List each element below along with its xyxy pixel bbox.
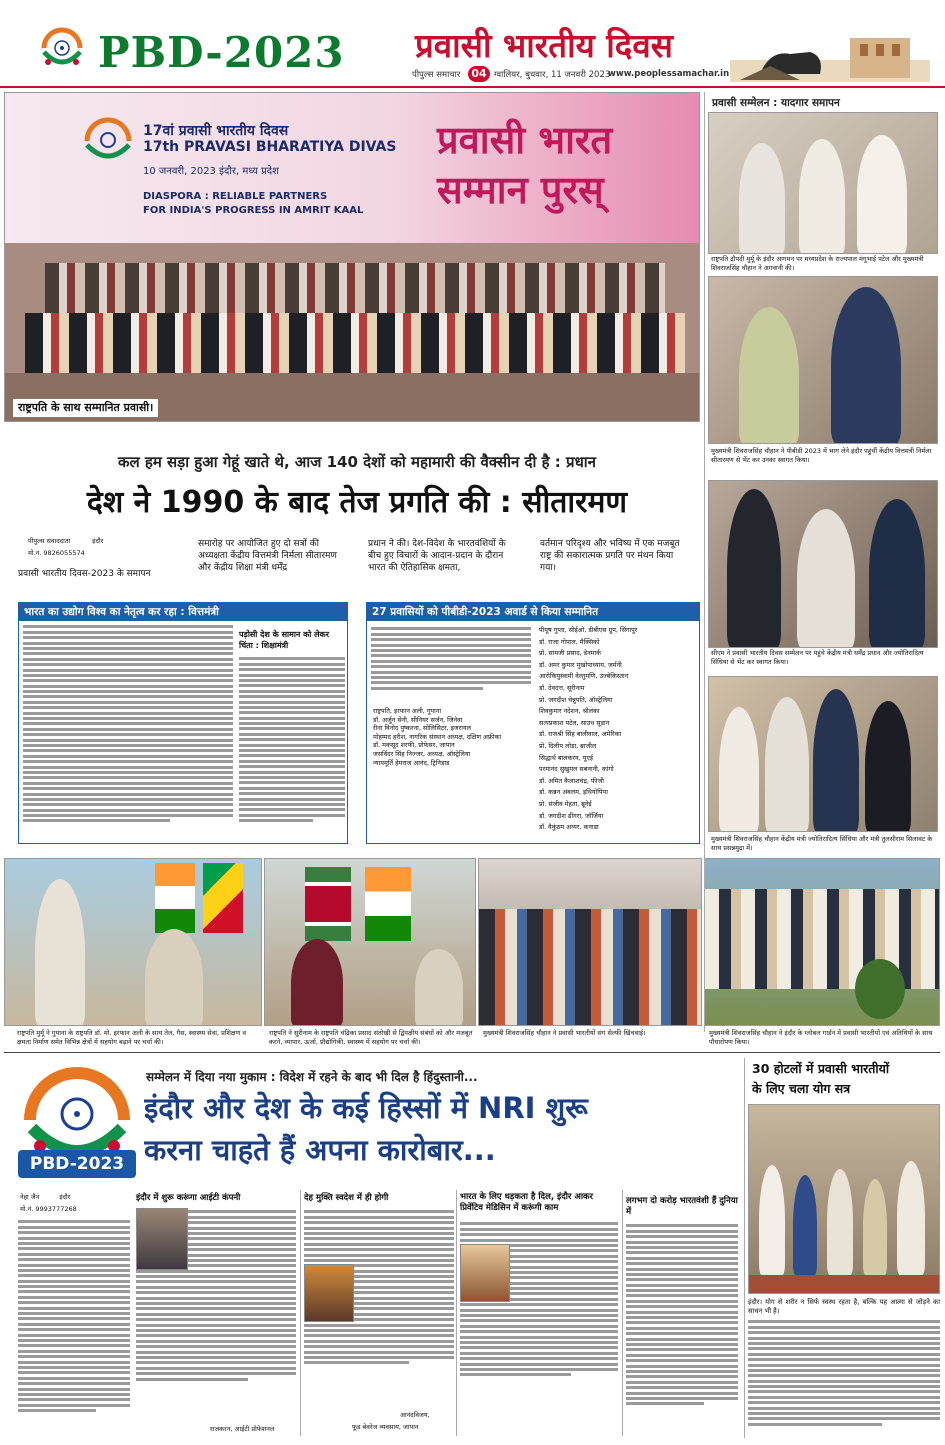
pbd-badge: PBD-2023 — [18, 1150, 136, 1178]
list-item: डॉ. कन्नन अंबलम, इथियोपिया — [539, 788, 608, 797]
stage-back-row — [45, 263, 665, 313]
side-photo-2 — [708, 276, 938, 444]
section-title: प्रवासी भारतीय दिवस — [415, 26, 673, 65]
person — [863, 1179, 887, 1275]
person — [831, 287, 901, 444]
list-item: डॉ. वैकुंठम अय्यर, कनाडा — [539, 823, 599, 832]
story1-lead-1: प्रवासी भारतीय दिवस-2023 के समापन — [18, 569, 151, 579]
byline-place: इंदौर — [59, 1193, 71, 1201]
banner-big1: प्रवासी भारत — [437, 118, 613, 162]
website: www.peoplessamachar.in — [608, 69, 730, 79]
story1-headline: देश ने 1990 के बाद तेज प्रगति की : सीतारमण — [86, 485, 628, 520]
person — [897, 1161, 925, 1275]
list-item: परमानंद सुखुमल सबनानी, कांगो — [539, 765, 614, 774]
story1-lead-2: समारोह पर आयोजित हुए दो सत्रों की अध्यक्षता केंद्रीय वित्तमंत्री निर्मला सीतारमण और केंद्रीय शिक्षा मंत्री धर्मेंद्र — [198, 539, 337, 573]
story2-sub2-sign: आनंदविजय, — [400, 1411, 430, 1419]
byline-mobile: मो.न. 9826055574 — [28, 549, 85, 557]
byline-place: इंदौर — [92, 537, 104, 545]
person — [415, 949, 463, 1026]
portrait-2 — [304, 1264, 354, 1322]
flag-india-2 — [365, 867, 411, 941]
mid-caption-mid: राष्ट्रपति ने सूरीनाम के राष्ट्रपति चंद्रिका प्रसाद संतोखी से द्विपक्षीय संबंधों को और मजबूत करने, व्यापार, ऊर्जा, प्रौद्योगिकी, स्वास्थ्य में सहयोग पर चर्चा की। — [266, 1028, 478, 1048]
person — [145, 929, 203, 1026]
flag-guyana — [203, 863, 243, 933]
mid-caption-right2: मुख्यमंत्री शिवराजसिंह चौहान ने इंदौर के ग्लोबल गार्डन में प्रवासी भारतीयों एवं अतिथियों के साथ पौधारोपण किया। — [706, 1028, 940, 1048]
edition-title: PBD-2023 — [98, 28, 345, 77]
hero-photo — [4, 92, 700, 422]
story2-col1 — [18, 1218, 130, 1434]
yoga-floor — [749, 1275, 940, 1294]
person — [869, 499, 925, 648]
story2-kicker: सम्मेलन में दिया नया मुकाम : विदेश में रहने के बाद भी दिल है हिंदुस्तानी... — [146, 1070, 478, 1084]
col-sep — [622, 1190, 623, 1436]
banner-line4: DIASPORA : RELIABLE PARTNERS — [143, 191, 328, 202]
story2-sub1-sign: राजकरन, आईटी प्रोफेशनल — [210, 1425, 275, 1433]
list-item: डॉ. राजा गोपाल, मैक्सिको — [539, 637, 600, 646]
person — [739, 307, 799, 444]
page-number: 04 — [468, 66, 490, 82]
yoga-body-lead: इंदौर। योग से शरीर न सिर्फ स्वस्थ रहता है, बल्कि यह आत्मा से जोड़ने का साधन भी है। — [748, 1298, 940, 1315]
mid-caption-right1: मुख्यमंत्री शिवराजसिंह चौहान ने प्रवासी भारतीयों संग सेल्फी खिंचवाई। — [480, 1028, 702, 1039]
mid-caption-left: राष्ट्रपति मुर्मू ने गुयाना के राष्ट्रपति डॉ. मो. इरफान अली के साथ तेल, गैस, स्वास्थ्य सेवा, प्रशिक्षण व क्षमता निर्माण समेत विभिन्न क्षेत्रों में सहयोग बढ़ाने पर चर्चा की। — [14, 1028, 258, 1048]
col-sep — [704, 92, 705, 1032]
awardee-list-right — [539, 625, 697, 834]
story2-col5 — [626, 1222, 738, 1432]
list-item: डॉ. मकसूद शरफी, प्रोफेसर, जापान — [373, 741, 455, 750]
person — [739, 143, 785, 254]
banner-big2: सम्मान पुरस् — [437, 168, 604, 212]
byline-name: नेहा जैन — [20, 1193, 40, 1201]
box-right — [366, 602, 700, 844]
story2-sub2-sign2: फूड बेवरेज व्यवसाय, जापान — [352, 1423, 419, 1431]
side-photo-3 — [708, 480, 938, 648]
list-item: डॉ. अर्जुन सेनी, सीनियर सर्जन, जिनेवा — [373, 715, 463, 724]
list-item: राष्ट्रपति, इरफान अली, गुयाना — [373, 707, 441, 715]
box-right-intro — [371, 625, 531, 703]
masthead-illustration — [730, 30, 930, 82]
story1-byline — [28, 536, 158, 557]
list-item: न्यायमूर्ति हेमराज आनंद, ट्रिनिडाड — [373, 758, 450, 767]
list-item: सिद्धार्थ बालकरन, यूएई — [539, 753, 593, 762]
masthead-dateline-strip — [412, 66, 730, 82]
side-caption-4: मुख्यमंत्री शिवराजसिंह चौहान केंद्रीय मंत्री ज्योतिरादित्य सिंधिया और मंत्री तुलसीराम सिलावट के साथ प्रसन्नमुद्रा में। — [708, 834, 938, 854]
yoga-photo — [748, 1104, 940, 1294]
mid-photo-3 — [478, 858, 702, 1026]
strip-rule — [4, 1052, 940, 1053]
person — [865, 701, 911, 832]
list-item: जसविंदर सिंह निज्जर, अध्यक्ष, ऑस्ट्रेलिया — [373, 749, 471, 758]
person — [827, 1169, 853, 1275]
banner-logo — [81, 115, 135, 169]
byline-mobile: मो.नं. 9993777268 — [20, 1205, 77, 1213]
box-left-col1 — [23, 623, 233, 841]
story1-lead-4: वर्तमान परिदृश्य और भविष्य में एक मजबूत राष्ट्र की सकारात्मक प्रगति पर मंथन किया गया। — [540, 539, 680, 573]
yoga-title-2: के लिए चला योग सत्र — [752, 1081, 851, 1096]
portrait-3 — [460, 1244, 510, 1302]
list-item: डॉ. अमर कुमार मुखोपाध्याय, जर्मनी — [539, 660, 622, 669]
person — [727, 489, 781, 648]
story2-headline-2: करना चाहते हैं अपना कारोबार... — [144, 1133, 496, 1167]
list-item: शिवकुमार नदेशन, श्रीलंका — [539, 707, 600, 716]
list-item: रीना विनोद पुष्करना, सोलिसिटर, इजरायल — [373, 724, 471, 733]
list-item: डॉ. अमित कैलाशचंद्र, फीजी — [539, 776, 604, 785]
side-caption-2: मुख्यमंत्री शिवराजसिंह चौहान ने पीबीडी 2023 में भाग लेने इंदौर पहुंचीं केंद्रीय वित्तमंत्री निर्मला सीतारमण से भेंट कर उनका स्वागत किया। — [708, 446, 938, 466]
paper-name: पीपुल्स समाचार — [412, 70, 461, 80]
portrait-1 — [136, 1208, 188, 1270]
pbd-logo — [38, 26, 86, 74]
story2-byline — [20, 1192, 140, 1213]
hero-stage — [5, 243, 700, 422]
list-item: प्रो. जगदीश चेन्नुपति, ऑस्ट्रेलिया — [539, 695, 613, 704]
list-item: पीयूष गुप्ता, सीईओ, डीबीएस ग्रुप, सिंगापुर — [539, 626, 638, 634]
list-item: प्रो. दिलीप लोडा, ब्राजील — [539, 741, 597, 750]
masthead — [0, 0, 945, 86]
yoga-title-1: 30 होटलों में प्रवासी भारतीयों — [752, 1061, 890, 1076]
mid-photo-2 — [264, 858, 476, 1026]
box-right-title: 27 प्रवासियों को पीबीडी-2023 अवार्ड से किया सम्मानित — [367, 603, 699, 621]
banner-line2: 17th PRAVASI BHARATIYA DIVAS — [143, 139, 397, 155]
dateline: ग्वालियर, बुधवार, 11 जनवरी 2023 — [494, 70, 611, 80]
mid-photo-1 — [4, 858, 262, 1026]
col-sep — [744, 1058, 745, 1438]
list-item: आरोकियुस्वामी वेल्तुमणि, उज्बेकिस्तान — [539, 672, 629, 681]
person — [793, 1175, 817, 1275]
box-left — [18, 602, 348, 844]
list-item: मोहम्मद हरीश, नागरिक संस्थान अध्यक्ष, दक्षिण अफ्रीका — [373, 732, 502, 741]
side-photo-1 — [708, 112, 938, 254]
flag-suriname — [305, 867, 351, 941]
box-left-title: भारत का उद्योग विश्व का नेतृत्व कर रहा : वित्तमंत्री — [19, 603, 347, 621]
person — [799, 139, 845, 254]
side-section-title: प्रवासी सम्मेलन : यादगार समापन — [712, 97, 840, 109]
plantation-crowd — [705, 889, 940, 989]
col-sep — [456, 1190, 457, 1436]
story2-sub3: भारत के लिए धड़कता है दिल, इंदौर आकर प्रिवेंटिव मेडिसिन में करूंगी काम — [460, 1192, 594, 1213]
story2-col2 — [136, 1208, 296, 1418]
yoga-body — [748, 1318, 940, 1434]
banner-line1: 17वां प्रवासी भारतीय दिवस — [143, 123, 289, 139]
side-caption-3: सीएम ने प्रवासी भारतीय दिवस सम्मेलन पर पहुंचे केंद्रीय मंत्री धर्मेंद्र प्रधान और ज्योतिरादित्य सिंधिया से भेंट कर स्वागत किया। — [708, 648, 938, 668]
flag-india — [155, 863, 195, 933]
story1-kicker: कल हम सड़ा हुआ गेहूं खाते थे, आज 140 देशों को महामारी की वैक्सीन दी है : प्रधान — [117, 453, 597, 471]
list-item: डॉ. देवदत्त, सूरीनाम — [539, 683, 585, 692]
byline-name: पीपुल्स संवाददाता — [28, 537, 71, 545]
hero-caption: राष्ट्रपति के साथ सम्मानित प्रवासी। — [13, 399, 158, 417]
box-left-col2 — [239, 655, 345, 841]
person — [291, 939, 343, 1026]
list-item: प्रो. सामजी प्रसाद, डेनमार्क — [539, 649, 601, 658]
banner-line5: FOR INDIA'S PROGRESS IN AMRIT KAAL — [143, 205, 364, 216]
person — [813, 689, 859, 832]
story2-headline-1: इंदौर और देश के कई हिस्सों में NRI शुरू — [144, 1091, 588, 1125]
awardee-list-left — [373, 707, 531, 767]
list-item: डॉ. जगदीश ढींगरा, जॉर्जिया — [539, 811, 604, 820]
masthead-rule — [0, 86, 945, 88]
stage-front-row — [25, 313, 685, 373]
mid-photo-4 — [704, 858, 940, 1026]
story2-col4 — [460, 1220, 618, 1432]
person — [35, 879, 85, 1026]
person — [719, 707, 759, 832]
selfie-crowd — [479, 909, 702, 1026]
side-caption-1: राष्ट्रपति द्रौपदी मुर्मू के इंदौर आगमन पर मध्यप्रदेश के राज्यपाल मंगुभाई पटेल और मुख्यमंत्री शिवराजसिंह चौहान ने अगवानी की। — [708, 254, 938, 274]
list-item: डॉ. राजश्री सिंह बालीवाल, अमेरिका — [539, 730, 622, 739]
story2-sub4: लगभग दो करोड़ भारतवंशी हैं दुनिया में — [626, 1196, 738, 1217]
story1-lead-3: प्रधान ने की। देश-विदेश के भारतवंशियों के बीच हुए विचारों के आदान-प्रदान के दौरान भारत की ऐतिहासिक क्षमता, — [368, 539, 506, 573]
story2-sub2: देह मुक्ति स्वदेश में ही होगी — [304, 1193, 389, 1203]
side-photo-4 — [708, 676, 938, 832]
story2-col3 — [304, 1208, 454, 1406]
list-item: प्रो. संजीव मेहता, ब्रूनेई — [539, 799, 592, 808]
person — [797, 509, 855, 648]
person — [759, 1165, 785, 1275]
tree — [855, 959, 905, 1019]
list-item: सत्यप्रकाश पटेल, साउथ सूडान — [539, 718, 610, 727]
col-sep — [300, 1190, 301, 1436]
person — [765, 697, 809, 832]
person — [857, 135, 907, 254]
box-left-subhead: पड़ोसी देश के सामान को लेकर चिंता : शिक्षामंत्री — [239, 630, 329, 650]
story2-sub1: इंदौर में शुरू करूंगा आईटी कंपनी — [136, 1193, 241, 1203]
banner-line3: 10 जनवरी, 2023 इंदौर, मध्य प्रदेश — [143, 166, 279, 177]
